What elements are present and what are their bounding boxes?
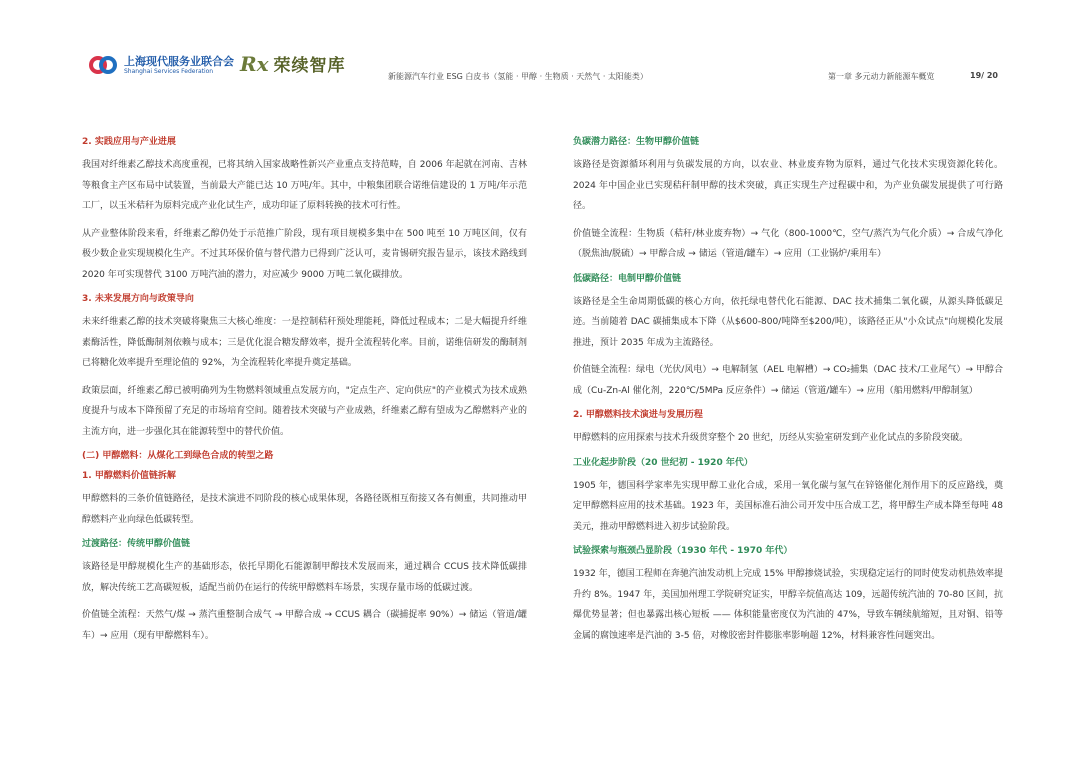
ssf-logo-en: Shanghai Services Federation [124, 67, 214, 75]
subsection-heading: 低碳路径：电制甲醇价值链 [573, 273, 682, 284]
paragraph: 1932 年，德国工程师在奔驰汽油发动机上完成 15% 甲醇掺烧试验，实现稳定运行的同时使发动机热效率提升约 8%。1947 年，美国加州理工学院研究证实，甲醇辛烷值高达 109，远超传统汽油的 70-80 区间，抗爆优势显著；但也暴露出核心短板 —— 体积能量密度仅为汽油的 47%，导致车辆续航缩短，且对铜、铅等金属的腐蚀速率是汽油的 3-5 倍，对橡胶密封件膨胀率影响超 12%，材料兼容性问题突出。 [573, 569, 1003, 641]
paragraph: 价值链全流程：天然气/煤 → 蒸汽重整制合成气 → 甲醇合成 → CCUS 耦合（碳捕捉率 90%）→ 储运（管道/罐车）→ 应用（现有甲醇燃料车）。 [82, 610, 527, 641]
report-title: 新能源汽车行业 ESG 白皮书（氢能 · 甲醇 · 生物质 · 天然气 · 太阳能类） [388, 72, 648, 81]
paragraph: 甲醇燃料的三条价值链路径，是技术演进不同阶段的核心成果体现，各路径既相互衔接又各有侧重，共同推动甲醇燃料产业向绿色低碳转型。 [82, 494, 527, 525]
paragraph: 价值链全流程：绿电（光伏/风电）→ 电解制氢（AEL 电解槽）→ CO₂捕集（DAC 技术/工业尾气）→ 甲醇合成（Cu-Zn-Al 催化剂，220℃/5MPa 反应条件）→ 储运（管道/罐车）→ 应用（船用燃料/甲醇制氢） [573, 365, 1003, 396]
section-heading: 1. 甲醇燃料价值链拆解 [82, 471, 176, 481]
left-column [82, 135, 527, 653]
paragraph: 该路径是资源循环利用与负碳发展的方向，以农业、林业废弃物为原料，通过气化技术实现资源化转化。2024 年中国企业已实现秸秆制甲醇的技术突破，真正实现生产过程碳中和，为产业负碳发展提供了可行路径。 [573, 160, 1003, 211]
ssf-logo-icon [88, 52, 118, 78]
paragraph: 1905 年，德国科学家率先实现甲醇工业化合成，采用一氧化碳与氢气在锌铬催化剂作用下的反应路线，奠定甲醇燃料应用的技术基础。1923 年，美国标准石油公司开发中压合成工艺，将甲醇生产成本降至每吨 48 美元，推动甲醇燃料进入初步试验阶段。 [573, 480, 1003, 532]
paragraph: 从产业整体阶段来看，纤维素乙醇仍处于示范推广阶段，现有项目规模多集中在 500 吨至 10 万吨区间，仅有极少数企业实现规模化生产。不过其环保价值与替代潜力已得到广泛认可，麦肯锡研究报告显示，该技术路线到 2020 年可实现替代 3100 万吨汽油的潜力，对应减少 9000 万吨二氧化碳排放。 [82, 228, 527, 280]
section-heading: 2. 甲醇燃料技术演进与发展历程 [573, 410, 703, 420]
chapter-title: 第一章 多元动力新能源车概览 [828, 72, 935, 81]
page-header [0, 40, 1080, 100]
paragraph: 我国对纤维素乙醇技术高度重视，已将其纳入国家战略性新兴产业重点支持范畴，自 2006 年起就在河南、吉林等粮食主产区布局中试装置，当前最大产能已达 10 万吨/年。其中，中粮集团联合诺维信建设的 1 万吨/年示范工厂，以玉米秸秆为原料完成产业化试生产，成功印证了原料转换的技术可行性。 [82, 160, 527, 211]
rongxu-logo-mark: Rx [240, 51, 269, 76]
paragraph: 政策层面，纤维素乙醇已被明确列为生物燃料领域重点发展方向，"定点生产、定向供应"的产业模式为技术成熟度提升与成本下降预留了充足的市场培育空间。随着技术突破与产业成熟，纤维素乙醇有望成为乙醇燃料产业的主流方向，进一步强化其在能源转型中的替代价值。 [82, 385, 527, 437]
section-heading: (二) 甲醇燃料：从煤化工到绿色合成的转型之路 [82, 451, 274, 461]
paragraph: 该路径是全生命周期低碳的核心方向，依托绿电替代化石能源、DAC 技术捕集二氧化碳，从源头降低碳足迹。当前随着 DAC 碳捕集成本下降（从$600-800/吨降至$200/吨），该路径正从"小众试点"向规模化发展推进，预计 2035 年成为主流路径。 [573, 296, 1003, 348]
paragraph: 价值链全流程：生物质（秸秆/林业废弃物）→ 气化（800-1000℃，空气/蒸汽为气化介质）→ 合成气净化（脱焦油/脱硫）→ 甲醇合成 → 储运（管道/罐车）→ 应用（工业锅炉/乘用车） [573, 228, 1003, 259]
subsection-heading: 过渡路径：传统甲醇价值链 [82, 539, 191, 549]
ssf-logo [88, 52, 234, 78]
subsection-heading: 工业化起步阶段（20 世纪初 - 1920 年代） [573, 457, 753, 468]
subsection-heading: 试验探索与瓶颈凸显阶段（1930 年代 - 1970 年代） [573, 546, 793, 556]
ssf-logo-cn: 上海现代服务业联合会 [124, 54, 234, 68]
right-column [573, 135, 1003, 653]
page-number: 19/ 20 [970, 71, 998, 80]
section-heading: 3. 未来发展方向与政策导向 [82, 294, 194, 304]
paragraph: 该路径是甲醇规模化生产的基础形态，依托早期化石能源制甲醇技术发展而来，通过耦合 CCUS 技术降低碳排放，解决传统工艺高碳短板，适配当前仍在运行的传统甲醇燃料车场景，实现存量市场的低碳过渡。 [82, 562, 527, 593]
paragraph: 甲醇燃料的应用探索与技术升级贯穿整个 20 世纪，历经从实验室研发到产业化试点的多阶段突破。 [573, 433, 969, 443]
rongxu-logo-name: 荣续智库 [273, 56, 346, 76]
rongxu-logo [240, 51, 346, 76]
section-heading: 2. 实践应用与产业进展 [82, 137, 176, 147]
paragraph: 未来纤维素乙醇的技术突破将聚焦三大核心维度：一是控制秸秆预处理能耗，降低过程成本；二是大幅提升纤维素酶活性，降低酶制剂依赖与成本；三是优化混合糖发酵效率，提升全流程转化率。目前，诺维信研发的酶制剂已将糖化效率提升至理论值的 92%，为全流程转化率提升奠定基础。 [82, 317, 527, 368]
subsection-heading: 负碳潜力路径：生物甲醇价值链 [573, 137, 700, 147]
